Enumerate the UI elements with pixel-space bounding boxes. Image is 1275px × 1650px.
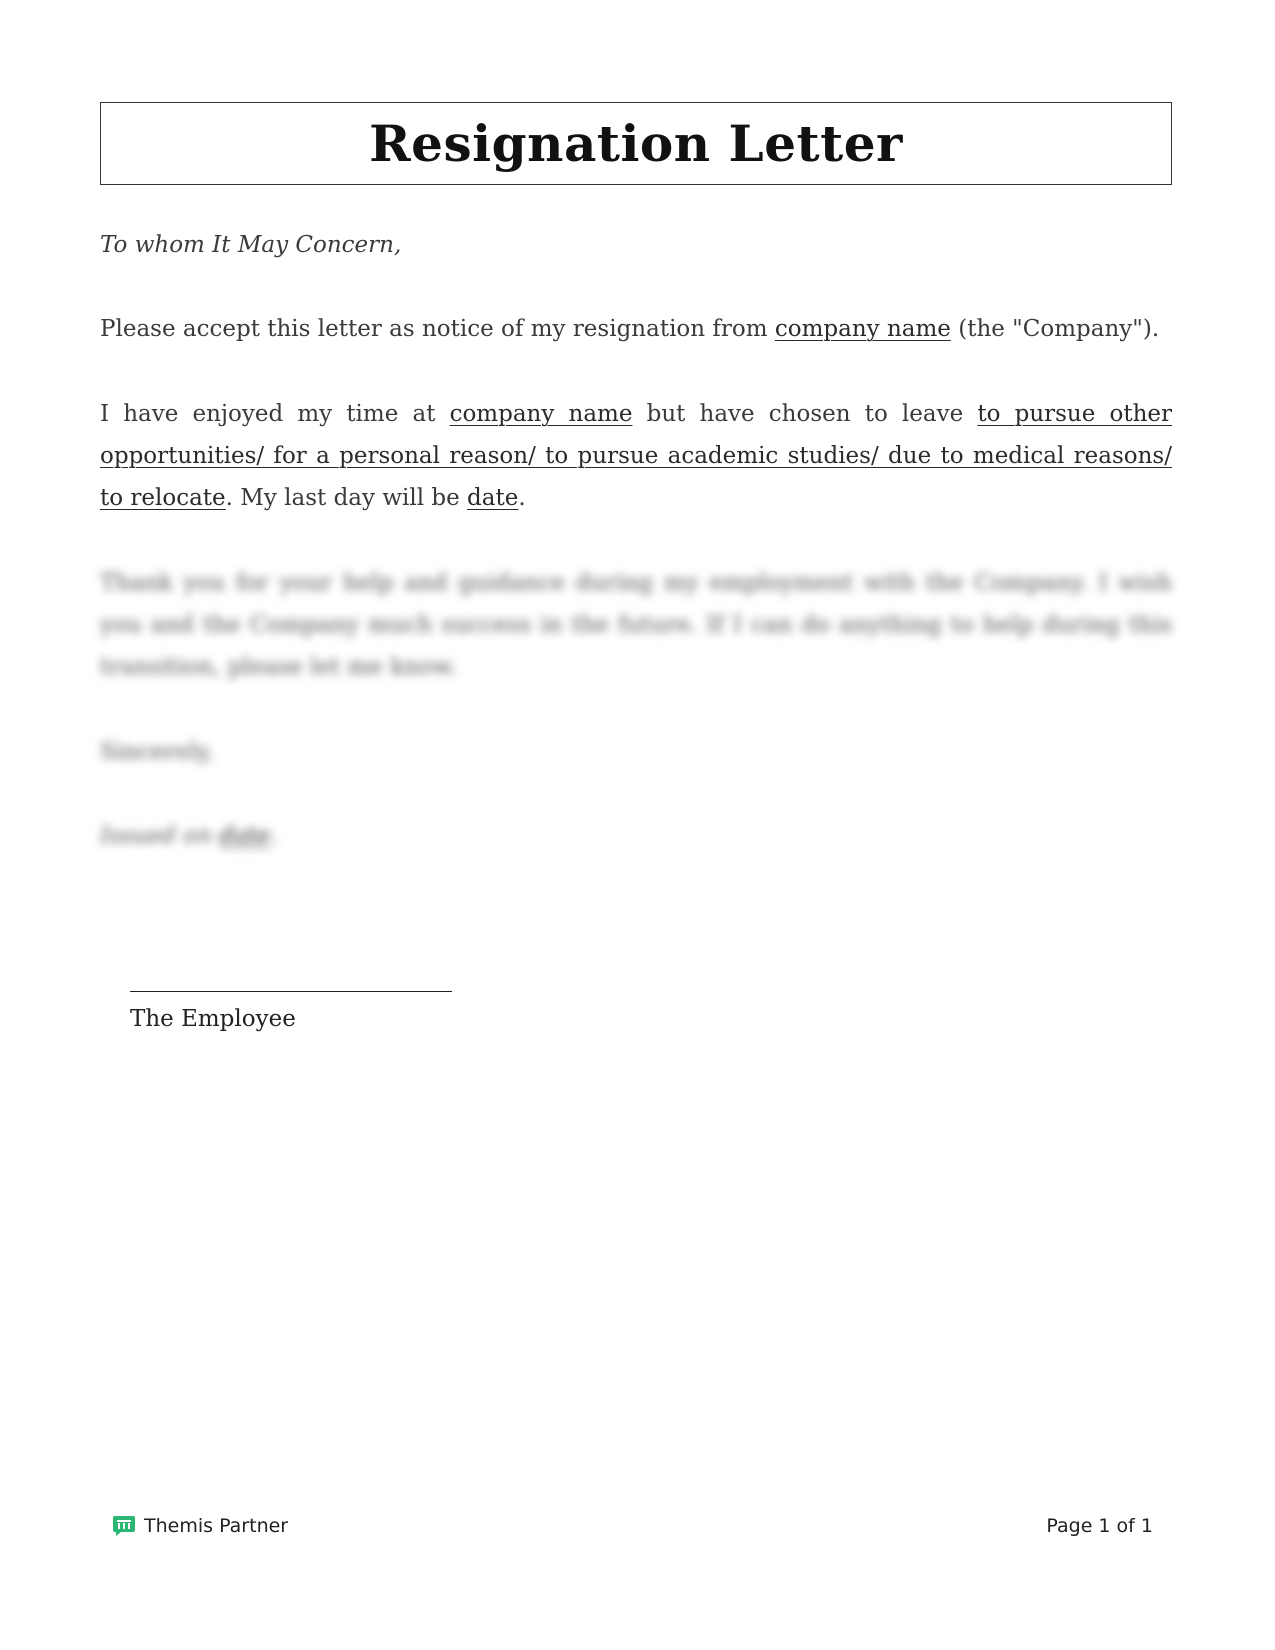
last-day-date-field: date <box>467 485 519 511</box>
issued-text-before: Issued on <box>100 823 220 849</box>
issued-on-blurred <box>100 815 1172 857</box>
footer-brand-name: Themis Partner <box>144 1515 289 1537</box>
closing-blurred: Sincerely, <box>100 739 214 765</box>
company-name-field: company name <box>449 401 633 427</box>
p1-text-before: Please accept this letter as notice of my resignation from <box>100 316 775 342</box>
paragraph-notice <box>100 308 1172 350</box>
title-box <box>100 102 1172 185</box>
salutation: To whom It May Concern, <box>100 232 402 258</box>
p2-text-end: . <box>518 485 526 511</box>
signature-line <box>130 991 452 992</box>
company-name-field: company name <box>774 316 951 342</box>
issued-text-end: . <box>270 823 278 849</box>
reasons-field: to pursue other opportunities/ for a personal reason/ to pursue academic studies/ due to medical reasons/ to relocate <box>100 401 1172 511</box>
p2-text-mid2: . My last day will be <box>225 485 468 511</box>
paragraph-thanks-blurred: Thank you for your help and guidance during my employment with the Company. I wish you and the Company much success in the future. If I can do anything to help during this transition, please let me know. <box>100 570 1172 680</box>
page-number: Page 1 of 1 <box>1046 1515 1153 1537</box>
p2-text-mid: but have chosen to leave <box>632 401 978 427</box>
signature-label: The Employee <box>130 1006 296 1032</box>
p1-text-after: (the "Company"). <box>950 316 1160 342</box>
issued-date-field: date <box>219 823 271 849</box>
themis-logo-icon <box>112 1515 136 1537</box>
paragraph-reason <box>100 393 1172 519</box>
footer-brand <box>112 1515 288 1537</box>
p2-text-before: I have enjoyed my time at <box>100 401 450 427</box>
document-title: Resignation Letter <box>369 114 903 173</box>
